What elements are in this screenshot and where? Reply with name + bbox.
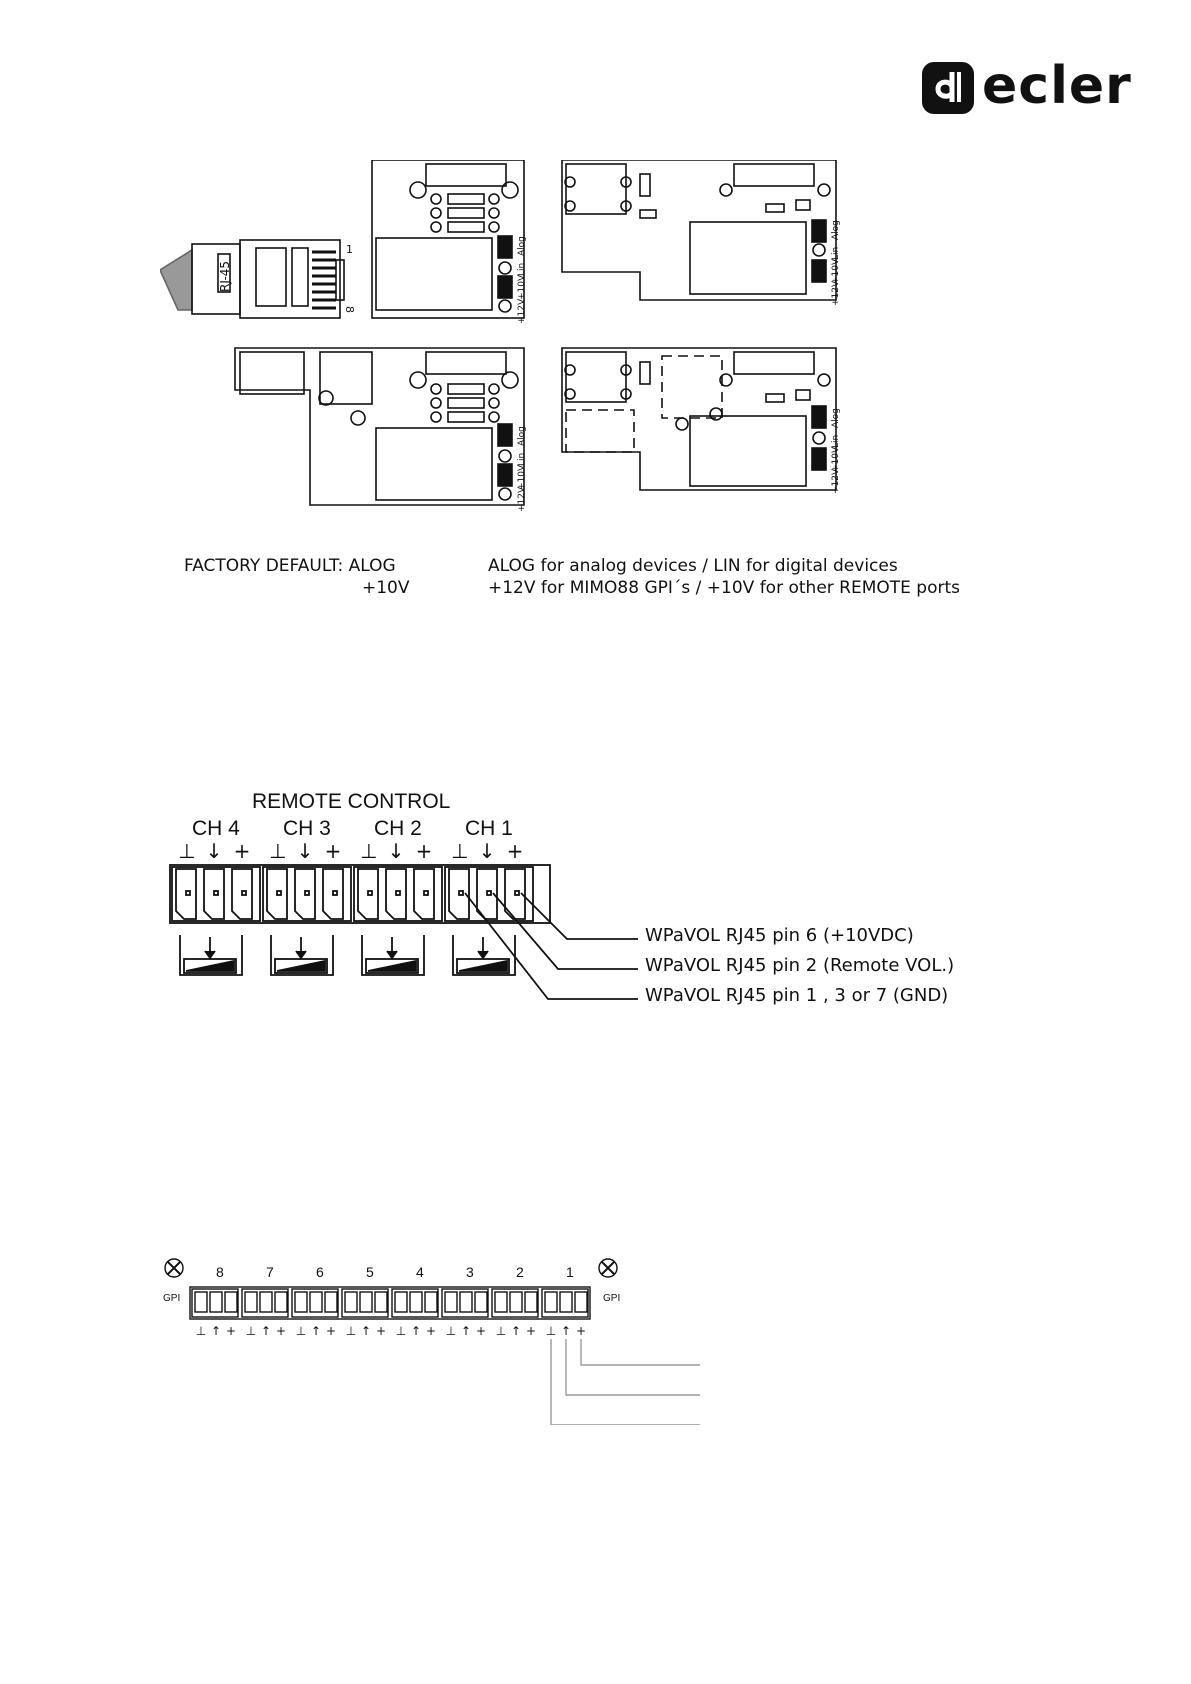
- jumper-d-alog: Alog: [831, 408, 841, 428]
- factory-default-caption: FACTORY DEFAULT: ALOG: [184, 556, 396, 576]
- potentiometer-icon-ch1: [453, 935, 515, 975]
- screw-icon-left: [165, 1259, 183, 1277]
- gpi2-in: ↑: [510, 1324, 522, 1338]
- gpi4-plus: +: [425, 1324, 437, 1338]
- wire-plus: [521, 893, 638, 939]
- jumper-a-alog: Alog: [517, 236, 527, 256]
- ecler-logo: [922, 56, 1142, 118]
- wire-label-plus: WPaVOL RJ45 pin 6 (+10VDC): [645, 925, 914, 946]
- gpi1-gnd: ⊥: [545, 1324, 557, 1338]
- gpi7-in: ↑: [260, 1324, 272, 1338]
- jumper-c-10v: +10V: [517, 464, 527, 490]
- gpi3-gnd: ⊥: [445, 1324, 457, 1338]
- pin-last-label: 8: [343, 306, 356, 313]
- wire-gnd: [465, 893, 638, 999]
- gpi-label-right: GPI: [603, 1293, 621, 1304]
- ch2-gnd-symbol: ⊥: [360, 839, 378, 863]
- jumper-d-12v: +12V: [831, 468, 841, 494]
- jumper-b-12v: +12V: [831, 280, 841, 306]
- ch3-gnd-symbol: ⊥: [269, 839, 287, 863]
- gpi-number-4: 4: [416, 1264, 424, 1280]
- potentiometer-icon-ch3: [271, 935, 333, 975]
- jumper-d-10v: +10V: [831, 446, 841, 472]
- gpi-number-5: 5: [366, 1264, 374, 1280]
- board-a: [372, 160, 524, 318]
- ch4-gnd-symbol: ⊥: [178, 839, 196, 863]
- gpi-number-6: 6: [316, 1264, 324, 1280]
- jumper-c-lin: Lin: [517, 452, 527, 466]
- gpi6-gnd: ⊥: [295, 1324, 307, 1338]
- gpi6-in: ↑: [310, 1324, 322, 1338]
- ecler-logo-mark-icon: [922, 62, 974, 114]
- board-b: [562, 160, 836, 300]
- gpi4-in: ↑: [410, 1324, 422, 1338]
- jumper-board-figures: [160, 160, 920, 550]
- gpi-connector-6: [292, 1289, 338, 1317]
- gpi3-plus: +: [475, 1324, 487, 1338]
- gpi-connector-7: [242, 1289, 288, 1317]
- gpi7-gnd: ⊥: [245, 1324, 257, 1338]
- rj45-label: RJ-45: [218, 260, 232, 292]
- potentiometer-icon-ch4: [180, 935, 242, 975]
- gpi4-gnd: ⊥: [395, 1324, 407, 1338]
- channel-label-ch2: CH 2: [374, 817, 422, 840]
- terminal-connector-ch3: [263, 867, 351, 921]
- ch1-wiper-symbol: ↓: [478, 839, 496, 863]
- wire-label-wiper: WPaVOL RJ45 pin 2 (Remote VOL.): [645, 955, 955, 976]
- gpi6-plus: +: [325, 1324, 337, 1338]
- gpi5-in: ↑: [360, 1324, 372, 1338]
- voltage-description: +12V for MIMO88 GPI´s / +10V for other REMOTE ports: [488, 578, 960, 598]
- jumper-a-10v: +10V: [517, 274, 527, 300]
- jumper-a-lin: Lin: [517, 262, 527, 276]
- pin-first-label: 1: [346, 243, 353, 256]
- gpi-connector-1: [542, 1289, 588, 1317]
- jumper-b-10v: +10V: [831, 258, 841, 284]
- channel-label-ch4: CH 4: [192, 817, 240, 840]
- channel-label-ch3: CH 3: [283, 817, 331, 840]
- gpi-terminal-strip: [160, 1255, 740, 1425]
- ch3-plus-symbol: +: [324, 839, 342, 863]
- board-d: [562, 348, 836, 490]
- gpi-number-3: 3: [466, 1264, 474, 1280]
- gpi-connector-2: [492, 1289, 538, 1317]
- gpi1-in: ↑: [560, 1324, 572, 1338]
- gpi7-plus: +: [275, 1324, 287, 1338]
- gpi3-in: ↑: [460, 1324, 472, 1338]
- factory-default-voltage: +10V: [362, 578, 410, 598]
- ch2-wiper-symbol: ↓: [387, 839, 405, 863]
- gpi-number-7: 7: [266, 1264, 274, 1280]
- ch1-plus-symbol: +: [506, 839, 524, 863]
- gpi-number-8: 8: [216, 1264, 224, 1280]
- gpi8-in: ↑: [210, 1324, 222, 1338]
- ch1-gnd-symbol: ⊥: [451, 839, 469, 863]
- gpi-number-2: 2: [516, 1264, 524, 1280]
- alog-lin-description: ALOG for analog devices / LIN for digital devices: [488, 556, 898, 576]
- remote-control-title: REMOTE CONTROL: [252, 790, 451, 813]
- gpi-wire-gnd: [551, 1339, 700, 1425]
- board-c: [235, 348, 524, 505]
- gpi5-gnd: ⊥: [345, 1324, 357, 1338]
- gpi-wire-plus: [581, 1339, 700, 1365]
- jumper-b-lin: Lin: [831, 246, 841, 260]
- rj45-plug-icon: [160, 240, 344, 318]
- gpi-connector-5: [342, 1289, 388, 1317]
- jumper-a-12v: +12V: [517, 298, 527, 324]
- gpi-connector-4: [392, 1289, 438, 1317]
- gpi2-plus: +: [525, 1324, 537, 1338]
- ch4-plus-symbol: +: [233, 839, 251, 863]
- gpi-connector-8: [192, 1289, 238, 1317]
- gpi-label-left: GPI: [163, 1293, 181, 1304]
- jumper-c-alog: Alog: [517, 426, 527, 446]
- gpi-number-1: 1: [566, 1264, 574, 1280]
- terminal-connector-ch2: [354, 867, 442, 921]
- terminal-connector-ch1: [445, 867, 533, 921]
- gpi1-plus: +: [575, 1324, 587, 1338]
- remote-control-terminal-diagram: [160, 785, 980, 1015]
- gpi-wire-in: [566, 1339, 700, 1395]
- jumper-b-alog: Alog: [831, 220, 841, 240]
- ch2-plus-symbol: +: [415, 839, 433, 863]
- gpi8-gnd: ⊥: [195, 1324, 207, 1338]
- gpi2-gnd: ⊥: [495, 1324, 507, 1338]
- screw-icon-right: [599, 1259, 617, 1277]
- ch3-wiper-symbol: ↓: [296, 839, 314, 863]
- gpi5-plus: +: [375, 1324, 387, 1338]
- ecler-logo-text: ecler: [982, 56, 1132, 116]
- jumper-c-12v: +12V: [517, 486, 527, 512]
- gpi-connector-3: [442, 1289, 488, 1317]
- potentiometer-icon-ch2: [362, 935, 424, 975]
- channel-label-ch1: CH 1: [465, 817, 513, 840]
- ch4-wiper-symbol: ↓: [205, 839, 223, 863]
- gpi8-plus: +: [225, 1324, 237, 1338]
- terminal-connector-ch4: [172, 867, 260, 921]
- wire-label-gnd: WPaVOL RJ45 pin 1 , 3 or 7 (GND): [645, 985, 949, 1006]
- jumper-d-lin: Lin: [831, 434, 841, 448]
